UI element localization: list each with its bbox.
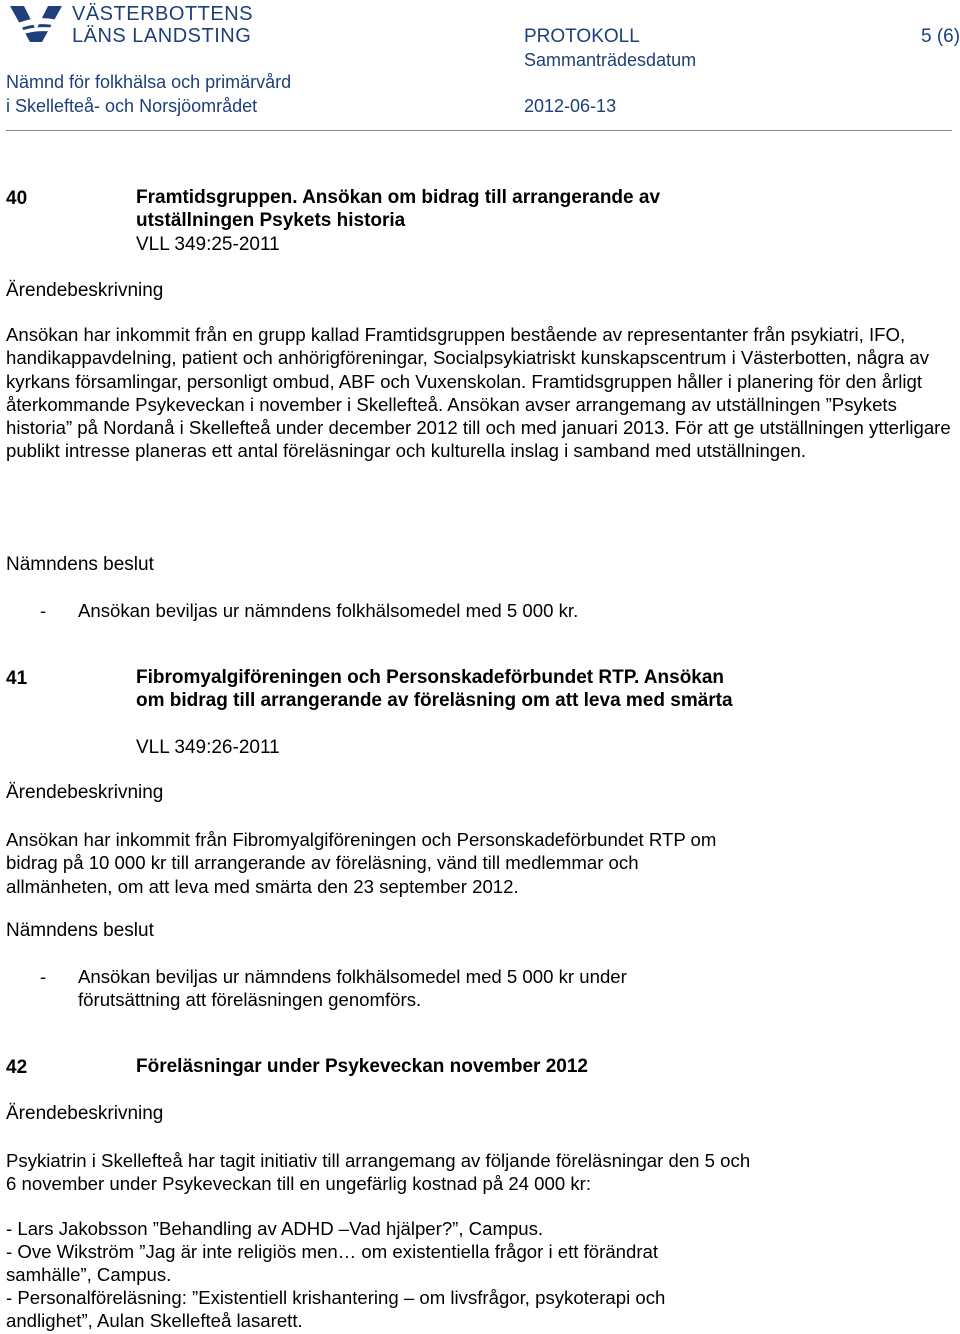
logo-text-line2: LÄNS LANDSTING: [72, 25, 252, 47]
decision-heading: Nämndens beslut: [6, 920, 154, 941]
decision-item: [6, 599, 578, 622]
header-divider: [6, 130, 952, 131]
decision-heading: Nämndens beslut: [6, 554, 154, 575]
section-title: Fibromyalgiföreningen och Personskadeförbundet RTP. Ansökan om bidrag till arrangerande av föreläsning om att leva med smärta: [136, 667, 733, 711]
decision-text: Ansökan beviljas ur nämndens folkhälsomedel med 5 000 kr under förutsättning att föreläsningen genomförs.: [78, 966, 627, 1011]
lecture-item: - Personalföreläsning: ”Existentiell krishantering – om livsfrågor, psykoterapi och andlighet”, Aulan Skellefteå lasarett.: [6, 1287, 666, 1332]
lecture-item: - Ove Wikström ”Jag är inte religiös men… om existentiella frågor i ett förändrat samhälle”, Campus.: [6, 1241, 659, 1286]
section-reference: VLL 349:26-2011: [136, 737, 280, 758]
section-number: 42: [6, 1057, 28, 1078]
decision-item: [6, 965, 686, 1012]
date-label: Sammanträdesdatum: [524, 50, 697, 70]
description-heading: Ärendebeskrivning: [6, 1103, 164, 1124]
description-text: Ansökan har inkommit från en grupp kallad Framtidsgruppen bestående av representanter från psykiatri, IFO, handikappavdelning, patient och anhörigföreningar, Socialpsykiatriskt kunskapscentrum i Västerbotten, några av kyrkans församlingar, personligt ombud, ABF och Vuxenskolan. Framtidsgruppen håller i planering för den årligt återkommande Psykeveckan i november i Skellefteå. Ansökan avser arrangemang av utställningen ”Psykets historia” på Nordanå i Skellefteå under december 2012 till och med januari 2013. För att ge utställningen ytterligare publikt intresse planeras ett antal föreläsningar och kulturella inslag i samband med utställningen.: [6, 324, 951, 462]
org-name-line2: i Skellefteå- och Norsjöområdet: [6, 96, 258, 116]
landsting-logo-icon: [6, 4, 66, 44]
section-reference: VLL 349:25-2011: [136, 234, 280, 255]
logo-text-line1: VÄSTERBOTTENS: [72, 3, 253, 25]
description-text: Psykiatrin i Skellefteå har tagit initiativ till arrangemang av följande föreläsningar den 5 och 6 november under Psykeveckan till en ungefärlig kostnad på 24 000 kr:: [6, 1150, 751, 1195]
description-heading: Ärendebeskrivning: [6, 782, 164, 803]
lecture-item: - Lars Jakobsson ”Behandling av ADHD –Vad hjälper?”, Campus.: [6, 1218, 544, 1239]
decision-text: Ansökan beviljas ur nämndens folkhälsomedel med 5 000 kr.: [78, 600, 579, 621]
meeting-date: 2012-06-13: [524, 96, 617, 116]
doc-type: PROTOKOLL: [524, 26, 640, 47]
page-number: 5 (6): [921, 26, 960, 47]
section-title: Föreläsningar under Psykeveckan november 2012: [136, 1056, 588, 1077]
org-name-line1: Nämnd för folkhälsa och primärvård: [6, 72, 292, 92]
decision-dash: -: [40, 966, 47, 987]
description-heading: Ärendebeskrivning: [6, 280, 164, 301]
section-number: 41: [6, 668, 28, 689]
section-number: 40: [6, 188, 28, 209]
description-text: Ansökan har inkommit från Fibromyalgiföreningen och Personskadeförbundet RTP om bidrag på 10 000 kr till arrangerande av föreläsning, vänd till medlemmar och allmänheten, om att leva med smärta den 23 september 2012.: [6, 829, 717, 897]
decision-dash: -: [40, 600, 47, 621]
section-title: Framtidsgruppen. Ansökan om bidrag till arrangerande av utställningen Psykets historia: [136, 187, 661, 231]
